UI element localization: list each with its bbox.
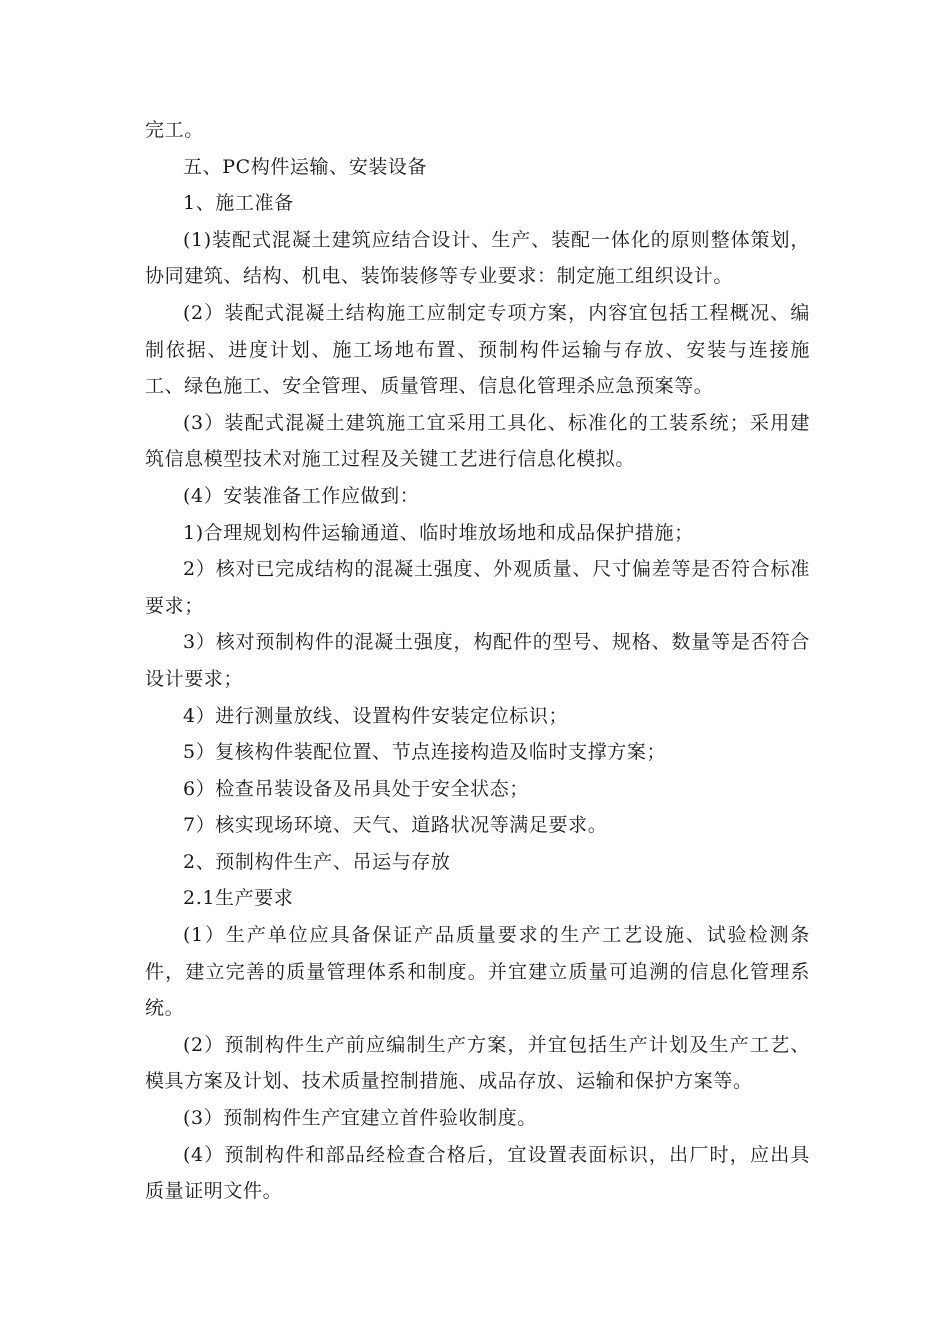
- requirement-item-2: (2）预制构件生产前应编制生产方案，并宜包括生产计划及生产工艺、模具方案及计划、技术质量控制措施、成品存放、运输和保护方案等。: [145, 1033, 810, 1093]
- list-item-4: 4）进行测量放线、设置构件安装定位标识；: [183, 704, 569, 727]
- section-heading-5: 五、PC构件运输、安装设备: [183, 155, 428, 178]
- subsection-heading-2-1: 2.1生产要求: [183, 887, 294, 910]
- requirement-item-1: (1）生产单位应具备保证产品质量要求的生产工艺设施、试验检测条件，建立完善的质量管理体系和制度。并宜建立质量可追溯的信息化管理系统。: [145, 924, 810, 1020]
- list-item-2: 2）核对已完成结构的混凝土强度、外观质量、尺寸偏差等是否符合标准要求；: [145, 558, 810, 617]
- requirement-item-4: (4）预制构件和部品经检查合格后，宜设置表面标识，出厂时，应出具质量证明文件。: [145, 1143, 810, 1203]
- list-item-5: 5）复核构件装配位置、节点连接构造及临时支撑方案；: [183, 741, 667, 764]
- paragraph-item-4: (4）安装准备工作应做到：: [183, 484, 420, 507]
- paragraph-item-2: (2）装配式混凝土结构施工应制定专项方案，内容宜包括工程概况、编制依据、进度计划、施工场地布置、预制构件运输与存放、安装与连接施工、绿色施工、安全管理、质量管理、信息化管理杀应急预案等。: [145, 301, 810, 398]
- requirement-item-3: (3）预制构件生产宜建立首件验收制度。: [183, 1107, 537, 1130]
- subsection-heading-2: 2、预制构件生产、吊运与存放: [183, 850, 451, 873]
- paragraph-continuation: 完工。: [145, 119, 204, 141]
- list-item-1: 1)合理规划构件运输通道、临时堆放场地和成品保护措施；: [183, 521, 694, 544]
- subsection-heading-1: 1、施工准备: [183, 192, 294, 215]
- list-item-7: 7）核实现场环境、天气、道路状况等满足要求。: [183, 814, 608, 837]
- document-body: [145, 112, 810, 1210]
- list-item-6: 6）检查吊装设备及吊具处于安全状态；: [183, 777, 529, 800]
- paragraph-item-1: (1)装配式混凝土建筑应结合设计、生产、装配一体化的原则整体策划，协同建筑、结构、机电、装饰装修等专业要求：制定施工组织设计。: [145, 228, 810, 288]
- list-item-3: 3）核对预制构件的混凝土强度，构配件的型号、规格、数量等是否符合设计要求；: [145, 631, 810, 690]
- paragraph-item-3: (3）装配式混凝土建筑施工宜采用工具化、标准化的工装系统；采用建筑信息模型技术对施工过程及关键工艺进行信息化模拟。: [145, 411, 810, 471]
